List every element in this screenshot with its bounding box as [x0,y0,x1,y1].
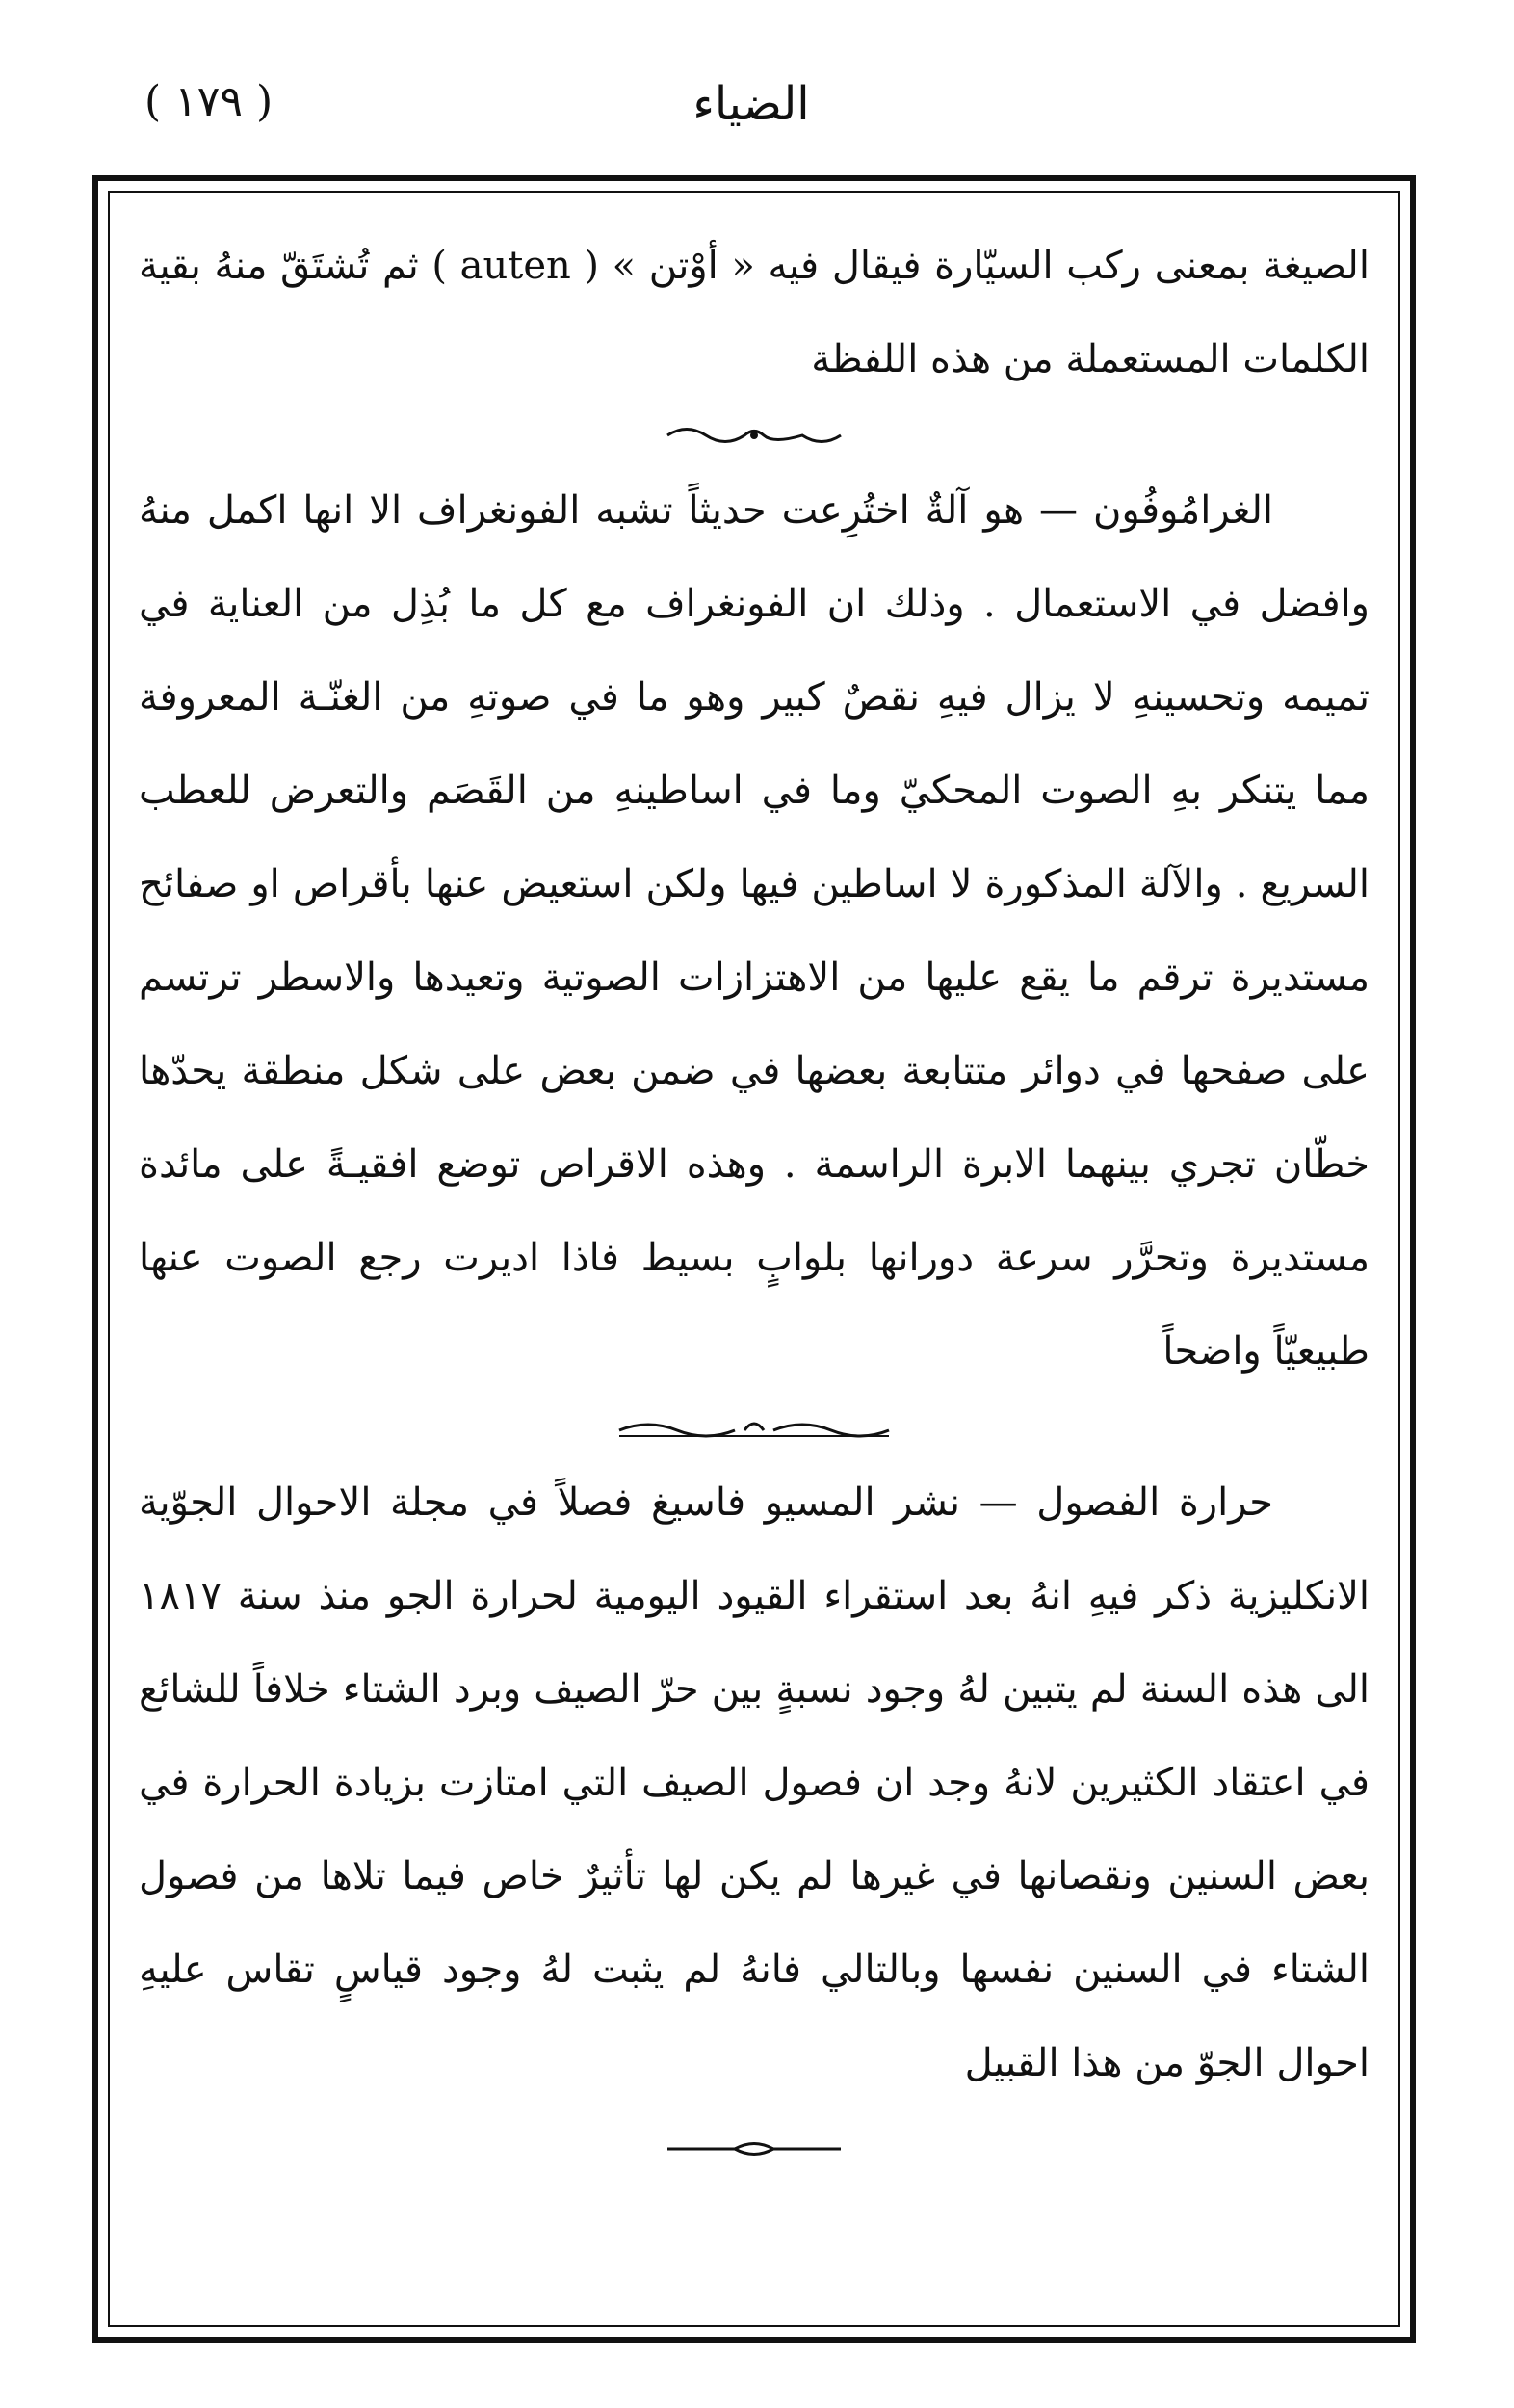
page-frame [92,175,1416,2343]
paragraph-continuation-text-2: ) ثم تُشتَقّ منهُ بقية الكلمات المستعملة من هذه اللفظة [139,244,1370,381]
page-content [139,220,1370,2308]
page-header [144,77,1358,154]
running-title: الضياء [692,77,810,131]
paragraph-continuation [139,220,1370,406]
paragraph-gramophone: الغرامُوفُون — هو آلةٌ اختُرِعت حديثاً تشبه الفونغراف الا انها اكمل منهُ وافضل في الاستعمال . وذلك ان الفونغراف مع كل ما بُذِل من العناية في تميمه وتحسينهِ لا يزال فيهِ نقصٌ كبير وهو ما في صوتهِ من الغنّـة المعروفة مما يتنكر بهِ الصوت المحكيّ وما في اساطينهِ من القَصَم والتعرض للعطب السريع . والآلة المذكورة لا اساطين فيها ولكن استعيض عنها بأقراص او صفائح مستديرة ترقم ما يقع عليها من الاهتزازات الصوتية وتعيدها والاسطر ترتسم على صفحها في دوائر متتابعة بعضها في ضمن بعض على شكل منطقة يحدّها خطّان تجري بينهما الابرة الراسمة . وهذه الاقراص توضع افقيـةً على مائدة مستديرة وتحرَّر سرعة دورانها بلوابٍ بسيط فاذا اديرت رجع الصوت عنها طبيعيّاً واضحاً [139,488,1370,1374]
end-ornament [139,2120,1370,2178]
divider-ornament-icon [610,1413,899,1442]
section-ornament-1 [139,406,1370,464]
flourish-ornament-icon [658,421,850,450]
section-ornament-2 [139,1399,1370,1456]
paragraph-continuation-text-1: الصيغة بمعنى ركب السيّارة فيقال فيه « أوْتن » ( [570,244,1370,288]
page-number: ( ١٧٩ ) [144,77,274,126]
paragraph-seasons-heat: حرارة الفصول — نشر المسيو فاسيغ فصلاً في مجلة الاحوال الجوّية الانكليزية ذكر فيهِ انهُ بعد استقراء القيود اليومية لحرارة الجو منذ سنة ١٨١٧ الى هذه السنة لم يتبين لهُ وجود نسبةٍ بين حرّ الصيف وبرد الشتاء خلافاً للشائع في اعتقاد الكثيرين لانهُ وجد ان فصول الصيف التي امتازت بزيادة الحرارة في بعض السنين ونقصانها في غيرها لم يكن لها تأثيرٌ خاص فيما تلاها من فصول الشتاء في السنين نفسها وبالتالي فانهُ لم يثبت لهُ وجود قياسٍ تقاس عليهِ احوال الجوّ من هذا القبيل [139,1480,1370,2085]
latin-word: auten [459,244,571,288]
end-flourish-icon [658,2134,850,2163]
